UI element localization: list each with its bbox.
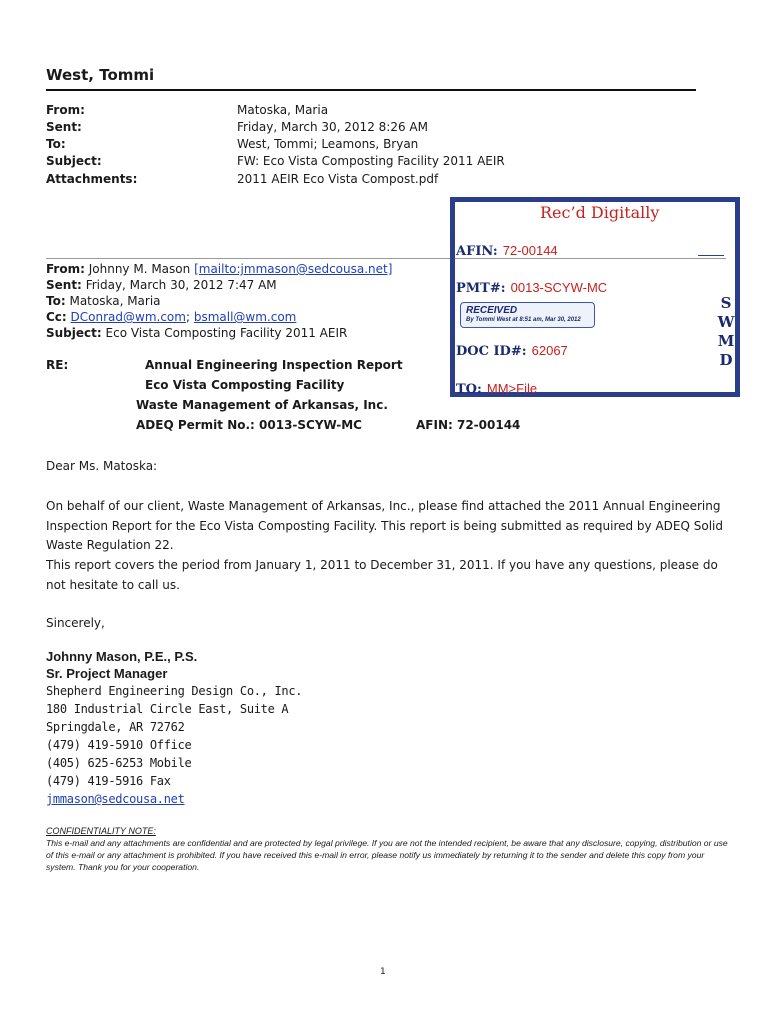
fw-cc-separator: ; <box>185 310 191 324</box>
signature-email-link[interactable]: jmmason@sedcousa.net <box>46 792 185 806</box>
stamp-afin-value: 72-00144 <box>502 243 558 258</box>
stamp-letter: W <box>717 313 735 331</box>
received-badge-heading: RECEIVED <box>466 305 518 316</box>
signature-name: Johnny Mason, P.E., P.S. <box>46 649 198 664</box>
stamp-to-label: TO: <box>456 382 482 397</box>
signature-phone-mobile: (405) 625-6253 Mobile <box>46 756 192 770</box>
attachment-file-link[interactable]: 2011 AEIR Eco Vista Compost.pdf <box>237 172 439 186</box>
confidentiality-title: CONFIDENTIALITY NOTE: <box>46 826 156 836</box>
stamp-title: Rec’d Digitally <box>540 203 660 222</box>
fw-subject-value: Eco Vista Composting Facility 2011 AEIR <box>105 326 348 340</box>
to-label: To: <box>46 137 66 151</box>
stamp-dash <box>698 255 724 256</box>
stamp-letter: M <box>717 332 735 350</box>
fw-to-value: Matoska, Maria <box>69 294 161 308</box>
stamp-docid <box>456 340 568 359</box>
closing: Sincerely, <box>46 616 105 630</box>
fw-cc-line <box>46 310 296 324</box>
salutation: Dear Ms. Matoska: <box>46 459 158 473</box>
re-label: RE: <box>46 358 69 372</box>
received-badge-detail: By Tommi West at 8:51 am, Mar 30, 2012 <box>466 317 581 323</box>
fw-sent-line <box>46 278 277 292</box>
sent-value: Friday, March 30, 2012 8:26 AM <box>237 120 428 134</box>
fw-to-line <box>46 294 161 308</box>
confidentiality-text: This e-mail and any attachments are confidential and are protected by legal privilege. If you are not the intended recipient, be aware that any disclosure, copying, distribution or use of this e-mail or any attachment is prohibited. If you have received this e-mail in error, please notify us immediately by returning it to the sender and delete this copy from your system. Thank you for your cooperation. <box>46 838 728 872</box>
signature-title: Sr. Project Manager <box>46 666 168 681</box>
from-label: From: <box>46 103 85 117</box>
subject-label: Subject: <box>46 154 102 168</box>
fw-from-line <box>46 262 392 276</box>
stamp-pmt-value: 0013-SCYW-MC <box>510 280 608 295</box>
from-value: Matoska, Maria <box>237 103 329 117</box>
stamp-pmt <box>456 277 607 296</box>
received-stamp-inner-frame <box>454 201 736 393</box>
attachments-label: Attachments: <box>46 172 138 186</box>
fw-cc-link-2[interactable]: bsmall@wm.com <box>193 310 297 324</box>
fw-from-name: Johnny M. Mason <box>88 262 191 276</box>
signature-phone-fax: (479) 419-5916 Fax <box>46 774 171 788</box>
stamp-docid-value: 62067 <box>531 343 568 358</box>
fw-sent-value: Friday, March 30, 2012 7:47 AM <box>85 278 277 292</box>
subject-value: FW: Eco Vista Composting Facility 2011 AEIR <box>237 154 505 168</box>
stamp-afin-label: AFIN: <box>456 244 498 259</box>
fw-sent-label: Sent: <box>46 278 82 292</box>
fw-cc-label: Cc: <box>46 310 67 324</box>
stamp-docid-label: DOC ID#: <box>456 344 527 359</box>
re-afin: AFIN: 72-00144 <box>416 418 521 432</box>
fw-cc-link-1[interactable]: DConrad@wm.com <box>70 310 186 324</box>
re-line-4: ADEQ Permit No.: 0013-SCYW-MC <box>136 418 362 432</box>
re-line-3: Waste Management of Arkansas, Inc. <box>136 398 388 412</box>
stamp-division-letters <box>713 294 739 370</box>
signature-company: Shepherd Engineering Design Co., Inc. <box>46 684 303 698</box>
stamp-to <box>456 378 537 397</box>
fw-subject-label: Subject: <box>46 326 102 340</box>
re-line-2: Eco Vista Composting Facility <box>145 378 345 392</box>
signature-address-1: 180 Industrial Circle East, Suite A <box>46 702 289 716</box>
header-divider <box>46 89 696 91</box>
stamp-pmt-label: PMT#: <box>456 281 506 296</box>
body-paragraph-1: On behalf of our client, Waste Management of Arkansas, Inc., please find attached the 2011 Annual Engineering Inspection Report for the Eco Vista Composting Facility. This report is being submitted as required by ADEQ Solid Waste Regulation 22. <box>46 499 724 552</box>
fw-from-mailto-link[interactable]: [mailto:jmmason@sedcousa.net] <box>194 262 393 276</box>
sent-label: Sent: <box>46 120 82 134</box>
page-number: 1 <box>380 967 386 977</box>
to-value: West, Tommi; Leamons, Bryan <box>237 137 419 151</box>
mailbox-owner-name: West, Tommi <box>46 66 155 84</box>
stamp-to-value: MM>File <box>486 381 538 396</box>
re-line-1: Annual Engineering Inspection Report <box>145 358 403 372</box>
fw-from-label: From: <box>46 262 85 276</box>
stamp-afin <box>456 240 558 259</box>
fw-subject-line <box>46 326 347 340</box>
fw-to-label: To: <box>46 294 66 308</box>
received-badge <box>460 302 595 328</box>
stamp-letter: D <box>719 351 733 369</box>
stamp-letter: S <box>720 294 732 312</box>
signature-address-2: Springdale, AR 72762 <box>46 720 185 734</box>
signature-phone-office: (479) 419-5910 Office <box>46 738 192 752</box>
body-paragraph-2: This report covers the period from January 1, 2011 to December 31, 2011. If you have any questions, please do not hesitate to call us. <box>46 558 718 592</box>
